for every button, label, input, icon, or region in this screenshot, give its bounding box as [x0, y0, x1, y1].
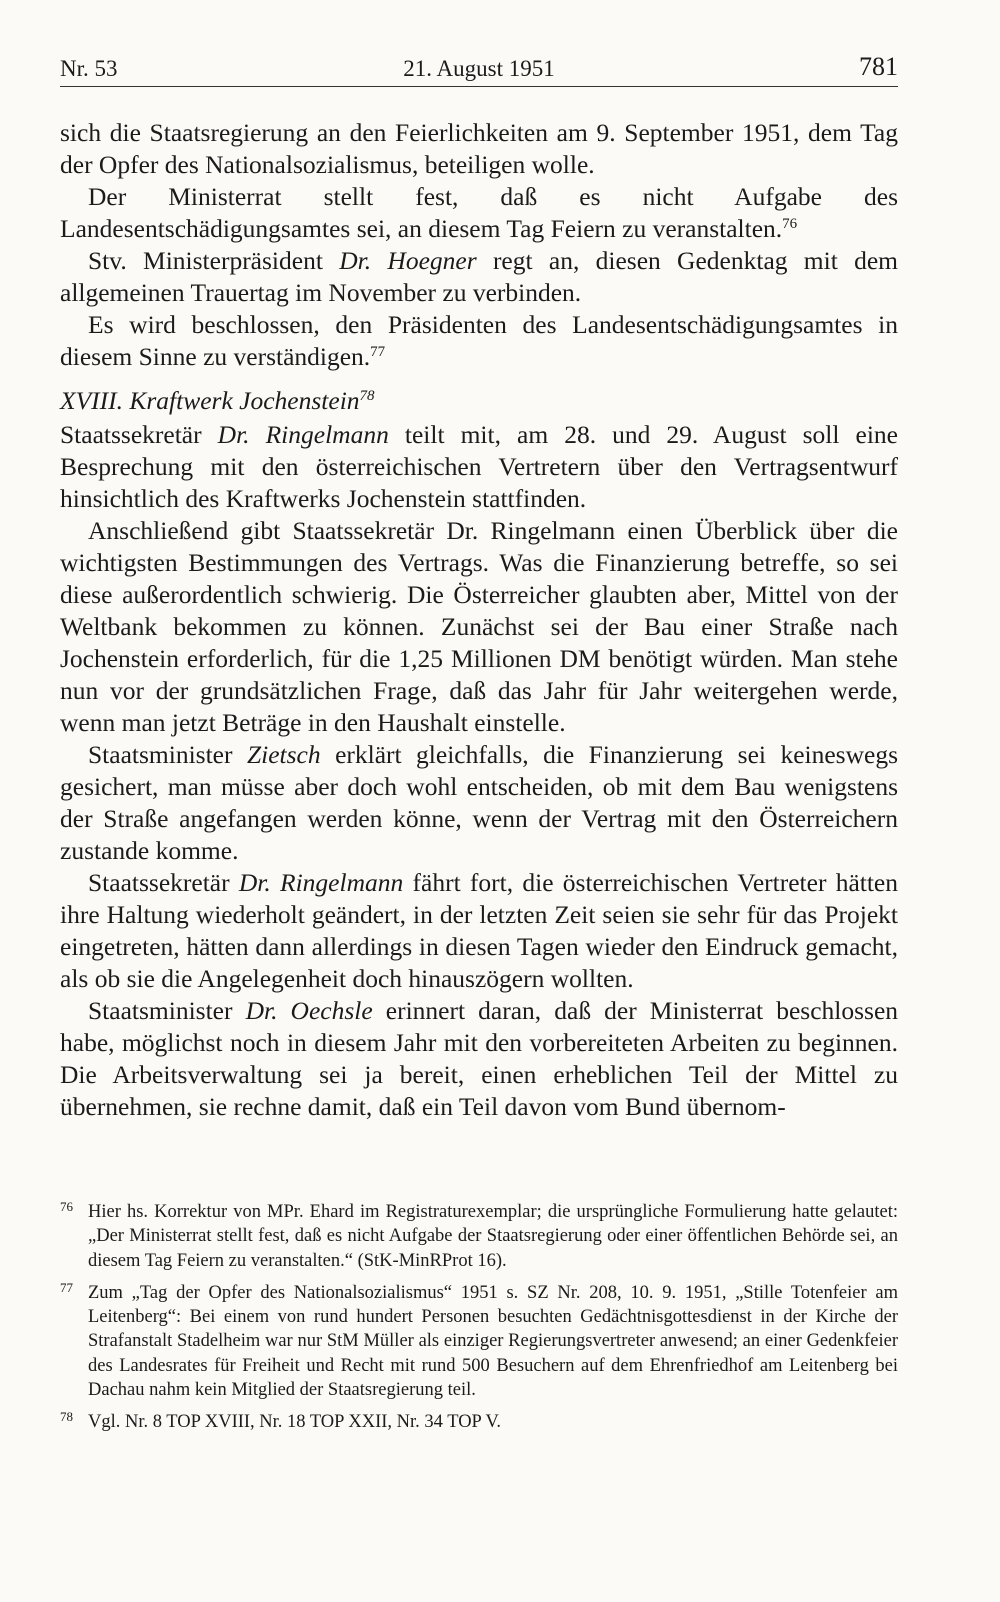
page-number: 781 — [859, 52, 898, 81]
footnote — [60, 1410, 898, 1434]
speaker-name: Dr. Ringelmann — [238, 868, 404, 897]
paragraph: Staatssekretär Dr. Ringelmann teilt mit, am 28. und 29. August soll eine Besprechung mit den österreichischen Vertretern über den Vertragsentwurf hinsichtlich des Kraftwerks Jochenstein stattfinden. — [60, 420, 898, 513]
footnote-text: Zum „Tag der Opfer des Nationalsozialismus“ 1951 s. SZ Nr. 208, 10. 9. 1951, „Stille Totenfeier am Leitenberg“: Bei einem von rund hundert Personen besuchten Gedächtnisgottesdienst in der Kirche der Strafanstalt Stadelheim war nur StM Müller als einziger Regierungsvertreter anwesend; an einer Gedenkfeier des Landesrates für Freiheit und Recht mit rund 500 Besuchern auf dem Ehrenfriedhof am Leitenberg bei Dachau nahm kein Mitglied der Staatsregierung teil. — [88, 1282, 898, 1401]
speaker-name: Dr. Hoegner — [339, 246, 477, 275]
footnote-number: 78 — [60, 1409, 73, 1425]
footnote-ref: 77 — [370, 344, 386, 360]
footnote-text: Vgl. Nr. 8 TOP XVIII, Nr. 18 TOP XXII, Nr. 34 TOP V. — [88, 1412, 502, 1433]
footnotes — [60, 1200, 898, 1443]
paragraph: Staatssekretär Dr. Ringelmann fährt fort, die österreichischen Vertreter hätten ihre Haltung wiederholt geändert, in der letzten Zeit seien sie sehr für das Projekt eingetreten, hätten dann allerdings in diesen Tagen wieder den Eindruck gemacht, als ob sie die Angelegenheit doch hinauszögern wollten. — [60, 868, 898, 993]
footnote — [60, 1281, 898, 1402]
footnote-text: Hier hs. Korrektur von MPr. Ehard im Registraturexemplar; die ursprüngliche Formulierung hatte gelautet: „Der Ministerrat stellt fest, daß es nicht Aufgabe der Staatsregierung oder einer öffentlichen Behörde sei, an diesem Tag Feiern zu veranstalten.“ (StK-MinRProt 16). — [88, 1202, 898, 1271]
footnote-ref: 78 — [359, 388, 375, 404]
footnote — [60, 1200, 898, 1273]
footnote-number: 77 — [60, 1279, 73, 1295]
paragraph: Staatsminister Dr. Oechsle erinnert daran, daß der Ministerrat beschlossen habe, möglichst noch in diesem Jahr mit den vorbereiteten Arbeiten zu beginnen. Die Arbeitsverwaltung sei ja bereit, einen erheblichen Teil der Mittel zu übernehmen, sie rechne damit, daß ein Teil davon vom Bund übernom- — [60, 996, 899, 1121]
paragraph: Der Ministerrat stellt fest, daß es nicht Aufgabe des Landesentschädigungsamtes sei, an diesem Tag Feiern zu veranstalten.$^{76}$ — [60, 182, 898, 243]
speaker-name: Zietsch — [246, 740, 321, 769]
running-head — [60, 52, 898, 87]
speaker-name: Dr. Ringelmann — [217, 420, 389, 449]
paragraph: sich die Staatsregierung an den Feierlichkeiten am 9. September 1951, dem Tag der Opfer des Nationalsozialismus, beteiligen wolle. — [60, 118, 898, 179]
footnote-number: 76 — [60, 1199, 73, 1214]
document-number: Nr. 53 — [60, 56, 118, 81]
session-date: 21. August 1951 — [403, 56, 555, 81]
paragraph: Staatsminister Zietsch erklärt gleichfalls, die Finanzierung sei keineswegs gesichert, man müsse aber doch wohl entscheiden, ob mit dem Bau wenigstens der Straße angefangen werden könne, wenn der Vertrag mit den Österreichern zustande komme. — [60, 740, 899, 865]
footnote-ref: 76 — [782, 216, 798, 232]
paragraph: Es wird beschlossen, den Präsidenten des Landesentschädigungsamtes in diesem Sinne zu verständigen.$^{77}$ — [60, 310, 898, 371]
section-heading: XVIII. Kraftwerk Jochenstein$^{78}$ — [60, 386, 375, 415]
speaker-name: Dr. Oechsle — [245, 996, 373, 1025]
paragraph: Anschließend gibt Staatssekretär Dr. Ringelmann einen Überblick über die wichtigsten Bestimmungen des Vertrags. Was die Finanzierung betreffe, so sei diese außerordentlich schwierig. Die Österreicher glaubten aber, Mittel von der Weltbank bekommen zu können. Zunächst sei der Bau einer Straße nach Jochenstein erforderlich, für die 1,25 Millionen DM benötigt würden. Man stehe nun vor der grundsätzlichen Frage, daß das Jahr für Jahr weitergehen werde, wenn man jetzt Beträge in den Haushalt einstelle. — [60, 516, 898, 737]
paragraph: Stv. Ministerpräsident Dr. Hoegner regt an, diesen Gedenktag mit dem allgemeinen Trauertag im November zu verbinden. — [60, 246, 899, 307]
body-text — [60, 117, 898, 1123]
